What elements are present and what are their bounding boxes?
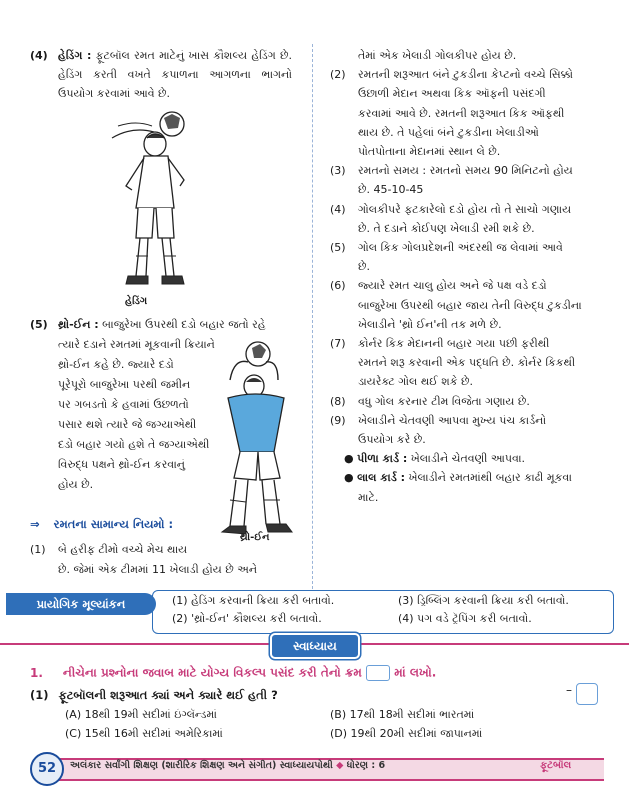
rule-line: ઉછાળી મેદાન અથવા કિક ઑફની પસંદગી bbox=[358, 87, 546, 101]
practical-item: (4) પગ વડે ટ્રૅપિંગ કરી બતાવો. bbox=[398, 612, 532, 625]
heading-item bbox=[30, 46, 292, 103]
rule-5: (5) ગોલ કિક ગોલપ્રદેશની અંદરથી જ લેવામાં આવે છે. bbox=[330, 238, 602, 276]
swadhyay-badge: સ્વાધ્યાય bbox=[270, 633, 360, 659]
question-text: માં લખો. bbox=[394, 665, 437, 680]
rule-line: બાજુરેખા ઉપરથી બહાર જાય તેની વિરુદ્ધ ટુકડીના bbox=[358, 298, 582, 312]
rule-line: ગોલકીપરે ફટકારેલો દડો હોય તો તે સાચો ગણાય bbox=[358, 202, 572, 216]
page-footer bbox=[0, 752, 629, 782]
rule-line: ગોલ કિક ગોલપ્રદેશની અંદરથી જ લેવામાં આવે bbox=[358, 241, 563, 255]
column-divider bbox=[312, 44, 313, 589]
throw-in-line: હોય છે. bbox=[58, 478, 94, 491]
question-1 bbox=[30, 665, 436, 681]
rule-line: છે. bbox=[358, 260, 370, 274]
arrow-icon: ⇒ bbox=[30, 517, 40, 531]
question-number: 1. bbox=[30, 665, 43, 680]
rule-line: ડાયરેક્ટ ગોલ થઈ શકે છે. bbox=[358, 375, 474, 389]
rule-number: (1) bbox=[30, 543, 46, 556]
throw-in-line: પૂરેપૂરો બાજુરેખા પરથી જમીન bbox=[58, 378, 191, 391]
rule-line: બે હરીફ ટીમો વચ્ચે મેચ થાય bbox=[58, 543, 188, 556]
rules-heading bbox=[30, 517, 173, 532]
rule-line: રમતને શરૂ કરવાની એક પદ્ધતિ છે. કોર્નર કિકથી bbox=[358, 356, 576, 370]
answer-box[interactable] bbox=[576, 683, 598, 705]
practical-assessment bbox=[0, 590, 629, 630]
throw-in-line: થ્રો-ઈન કહે છે. જ્યારે દડો bbox=[58, 358, 174, 371]
sub-question-1 bbox=[30, 688, 590, 703]
item-number: (4) bbox=[30, 49, 48, 62]
sub-question-number: (1) bbox=[30, 688, 49, 702]
question-text: નીચેના પ્રશ્નોના જવાબ માટે યોગ્ય વિકલ્પ પસંદ કરી તેનો ક્રમ bbox=[62, 665, 362, 680]
rule-2: (2) રમતની શરૂઆત બંને ટુકડીના કેપ્ટનો વચ્ચે સિક્કો ઉછાળી મેદાન અથવા કિક ઑફની પસંદગી કરવામાં આવે છે. રમતની શરૂઆત કિક ઑફથી થાય છે. તે પહેલાં બંને ટુકડીના ખેલાડીઓ પોતપોતાના મેદાનમાં સ્થાન લે છે. bbox=[330, 65, 602, 161]
throw-in-line: પર ગબડતો કે હવામાં ઉછળતો bbox=[58, 398, 189, 411]
throw-in-line: બાજુરેખા ઉપરથી દડો બહાર જતો રહે bbox=[98, 318, 266, 331]
rule-line: ઉપયોગ કરે છે. bbox=[358, 433, 426, 447]
red-card-line: માટે. bbox=[358, 490, 379, 504]
rule-4: (4) ગોલકીપરે ફટકારેલો દડો હોય તો તે સાચો ગણાય છે. તે દડાને કોઈપણ ખેલાડી રમી શકે છે. bbox=[330, 200, 602, 238]
rule-6: (6) જ્યારે રમત ચાલુ હોય અને જે પક્ષ વડે દડો બાજુરેખા ઉપરથી બહાર જાય તેની વિરુદ્ધ ટુકડીના ખેલાડીને 'થ્રો ઈન'ની તક મળે છે. bbox=[330, 276, 602, 334]
red-card-item: ● લાલ કાર્ડ : ખેલાડીને રમતમાંથી બહાર કાઢી મૂકવા bbox=[344, 471, 572, 485]
practical-item: (3) ડ્રિબ્લિંગ કરવાની ક્રિયા કરી બતાવો. bbox=[398, 594, 569, 607]
rule-9: (9) ખેલાડીને ચેતવણી આપવા મુખ્ય પંચ કાર્ડનો ઉપયોગ કરે છે. bbox=[330, 411, 602, 449]
option-b[interactable]: (B) 17થી 18મી સદીમાં ભારતમાં bbox=[330, 708, 475, 721]
throw-in-line: પસાર થશે ત્યારે જે જગ્યાએથી bbox=[58, 418, 197, 431]
option-a[interactable]: (A) 18થી 19મી સદીમાં ઇંગ્લૅન્ડમાં bbox=[65, 708, 217, 721]
rule-line: થાય છે. તે પહેલાં બંને ટુકડીના ખેલાડીઓ bbox=[358, 125, 539, 139]
page-number: 52 bbox=[30, 752, 64, 786]
rule-line: ખેલાડીને 'થ્રો ઈન'ની તક મળે છે. bbox=[358, 317, 502, 331]
rule-line: કરવામાં આવે છે. રમતની શરૂઆત કિક ઑફથી bbox=[358, 106, 565, 120]
yellow-card-item: ● પીળા કાર્ડ : ખેલાડીને ચેતવણી આપવા. bbox=[344, 452, 526, 466]
rules-heading-text: રમતના સામાન્ય નિયમો : bbox=[53, 517, 174, 531]
rule-3: (3) રમતનો સમય : રમતનો સમય 90 મિનિટનો હોય છે. 45-10-45 bbox=[330, 161, 602, 199]
rule-line: રમતની શરૂઆત બંને ટુકડીના કેપ્ટનો વચ્ચે સિક્કો bbox=[358, 68, 574, 82]
rule-8: (8) વધુ ગોલ કરનાર ટીમ વિજેતા ગણાય છે. bbox=[330, 392, 602, 411]
item-number: (5) bbox=[30, 318, 48, 331]
heading-text: ફૂટબૉલ રમત માટેનું ખાસ કૌશલ્ય હેડિંગ છે. હેડિંગ કરતી વખતે કપાળના આગળના ભાગનો ઉપયોગ કરવામાં આવે છે. bbox=[58, 49, 292, 100]
rule-line: છે. 45-10-45 bbox=[358, 183, 424, 197]
practical-label: પ્રાયોગિક મૂલ્યાંકન bbox=[6, 593, 156, 615]
left-column bbox=[30, 46, 292, 103]
throw-in-illustration bbox=[200, 340, 305, 550]
rule-line: વધુ ગોલ કરનાર ટીમ વિજેતા ગણાય છે. bbox=[358, 394, 530, 408]
option-d[interactable]: (D) 19થી 20મી સદીમાં જાપાનમાં bbox=[330, 727, 483, 740]
practical-item: (2) 'થ્રો-ઈન' કૌશલ્ય કરી બતાવો. bbox=[172, 612, 322, 625]
throw-in-figure-caption: થ્રો-ઈન bbox=[240, 532, 270, 543]
rule-1 bbox=[30, 540, 302, 580]
rule-line: તેમાં એક ખેલાડી ગોલકીપર હોય છે. bbox=[358, 49, 517, 62]
throw-in-line: દડો બહાર ગયો હશે તે જગ્યાએથી bbox=[58, 438, 210, 451]
heading-illustration bbox=[92, 108, 222, 293]
rule-line: રમતનો સમય : રમતનો સમય 90 મિનિટનો હોય bbox=[358, 164, 573, 178]
practical-item: (1) હેડિંગ કરવાની ક્રિયા કરી બતાવો. bbox=[172, 594, 335, 607]
rule-line: પોતપોતાના મેદાનમાં સ્થાન લે છે. bbox=[358, 145, 501, 159]
rule-line: જ્યારે રમત ચાલુ હોય અને જે પક્ષ વડે દડો bbox=[358, 279, 547, 293]
rule-line: છે. જેમાં એક ટીમમાં 11 ખેલાડી હોય છે અને bbox=[58, 563, 258, 576]
dash: – bbox=[566, 683, 572, 697]
sub-question-text: ફૂટબૉલની શરૂઆત ક્યાં અને ક્યારે થઈ હતી ? bbox=[58, 688, 278, 702]
heading-figure-caption: હેડિંગ bbox=[125, 296, 148, 307]
footer-chapter: ફૂટબૉલ bbox=[540, 760, 572, 771]
footer-book-title: અલંકાર સર્વાંગી શિક્ષણ (શારીરિક શિક્ષણ અને સંગીત) સ્વાધ્યાયપોથી ◆ ધોરણ : 6 bbox=[70, 760, 386, 771]
right-column bbox=[330, 46, 602, 507]
rule-line: ખેલાડીને ચેતવણી આપવા મુખ્ય પંચ કાર્ડનો bbox=[358, 413, 547, 427]
option-c[interactable]: (C) 15થી 16મી સદીમાં અમેરિકામાં bbox=[65, 727, 223, 740]
throw-in-line: વિરુદ્ધ પક્ષને થ્રો-ઈન કરવાનું bbox=[58, 458, 185, 471]
answer-box[interactable] bbox=[366, 665, 390, 681]
rule-7: (7) કોર્નર કિક મેદાનની બહાર ગયા પછી ફરીથી રમતને શરૂ કરવાની એક પદ્ધતિ છે. કોર્નર કિકથી ડાયરેક્ટ ગોલ થઈ શકે છે. bbox=[330, 334, 602, 392]
rule-line: છે. તે દડાને કોઈપણ ખેલાડી રમી શકે છે. bbox=[358, 221, 535, 235]
heading-title: હેડિંગ : bbox=[58, 49, 92, 62]
throw-in-line: ત્યારે દડાને રમતમાં મૂકવાની ક્રિયાને bbox=[58, 338, 215, 351]
rule-line: કોર્નર કિક મેદાનની બહાર ગયા પછી ફરીથી bbox=[358, 337, 550, 351]
throw-in-title: થ્રો-ઈન : bbox=[58, 318, 99, 331]
